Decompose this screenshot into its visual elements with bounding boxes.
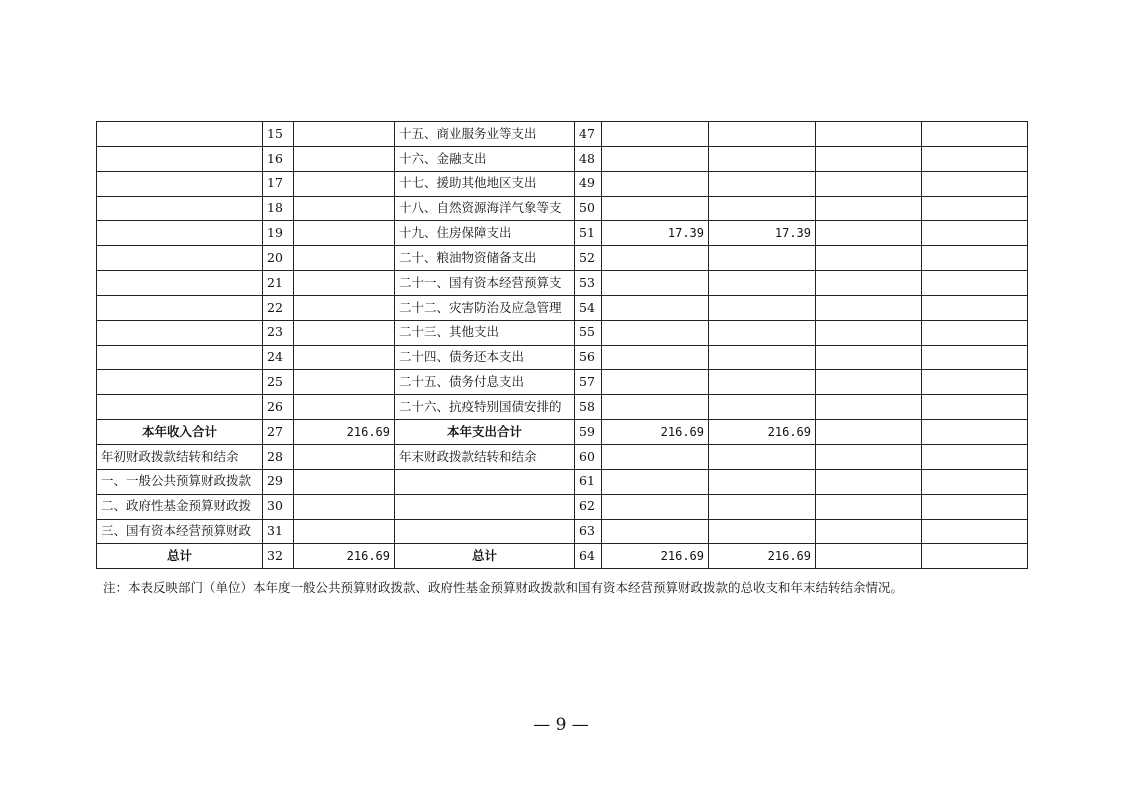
- table-cell: 26: [263, 395, 294, 420]
- table-cell: 216.69: [602, 420, 709, 445]
- table-cell: [294, 345, 395, 370]
- table-cell: 216.69: [294, 420, 395, 445]
- budget-table: [96, 121, 1028, 569]
- table-cell: [602, 196, 709, 221]
- table-cell: [602, 469, 709, 494]
- table-cell: 总计: [395, 544, 575, 569]
- table-row: [97, 345, 1028, 370]
- table-cell: [816, 295, 922, 320]
- table-cell: [294, 494, 395, 519]
- table-row: [97, 196, 1028, 221]
- table-cell: [709, 370, 816, 395]
- table-cell: [709, 146, 816, 171]
- table-cell: [602, 370, 709, 395]
- table-cell: 32: [263, 544, 294, 569]
- table-cell: 25: [263, 370, 294, 395]
- table-cell: [816, 271, 922, 296]
- table-cell: [922, 271, 1028, 296]
- table-cell: 总计: [97, 544, 263, 569]
- table-cell: [709, 196, 816, 221]
- table-cell: 17.39: [709, 221, 816, 246]
- table-row: [97, 544, 1028, 569]
- table-cell: [922, 221, 1028, 246]
- table-cell: 17: [263, 171, 294, 196]
- table-cell: [816, 544, 922, 569]
- table-cell: [816, 171, 922, 196]
- table-cell: 31: [263, 519, 294, 544]
- table-cell: [294, 146, 395, 171]
- table-cell: 20: [263, 246, 294, 271]
- table-cell: [602, 271, 709, 296]
- table-cell: [709, 469, 816, 494]
- table-cell: [97, 171, 263, 196]
- table-cell: 216.69: [294, 544, 395, 569]
- table-cell: [294, 395, 395, 420]
- table-cell: [97, 395, 263, 420]
- table-cell: [709, 246, 816, 271]
- table-cell: 53: [575, 271, 602, 296]
- table-cell: [395, 494, 575, 519]
- table-cell: 49: [575, 171, 602, 196]
- table-cell: [922, 420, 1028, 445]
- table-cell: 二十四、债务还本支出: [395, 345, 575, 370]
- table-cell: 61: [575, 469, 602, 494]
- table-cell: [294, 444, 395, 469]
- table-cell: 27: [263, 420, 294, 445]
- table-cell: 二十五、债务付息支出: [395, 370, 575, 395]
- table-cell: [294, 469, 395, 494]
- table-cell: [922, 320, 1028, 345]
- table-cell: [602, 519, 709, 544]
- table-cell: [709, 295, 816, 320]
- table-cell: [816, 395, 922, 420]
- table-cell: [602, 295, 709, 320]
- table-cell: [602, 122, 709, 147]
- table-cell: [922, 469, 1028, 494]
- table-cell: 十八、自然资源海洋气象等支: [395, 196, 575, 221]
- table-cell: [816, 469, 922, 494]
- table-cell: [922, 196, 1028, 221]
- table-row: [97, 146, 1028, 171]
- table-cell: [816, 122, 922, 147]
- table-cell: [816, 345, 922, 370]
- table-cell: [602, 345, 709, 370]
- table-cell: [602, 246, 709, 271]
- table-cell: 30: [263, 494, 294, 519]
- table-cell: [816, 370, 922, 395]
- table-cell: 60: [575, 444, 602, 469]
- table-cell: [97, 221, 263, 246]
- table-cell: [709, 494, 816, 519]
- table-cell: [602, 320, 709, 345]
- table-cell: [602, 146, 709, 171]
- table-cell: 55: [575, 320, 602, 345]
- table-cell: [294, 519, 395, 544]
- table-cell: [709, 271, 816, 296]
- table-cell: 二十二、灾害防治及应急管理: [395, 295, 575, 320]
- table-row: [97, 171, 1028, 196]
- table-cell: [294, 196, 395, 221]
- table-cell: [922, 444, 1028, 469]
- table-cell: [709, 122, 816, 147]
- table-cell: [922, 494, 1028, 519]
- table-cell: [922, 122, 1028, 147]
- table-cell: [816, 494, 922, 519]
- table-row: [97, 295, 1028, 320]
- table-cell: [395, 519, 575, 544]
- table-row: [97, 494, 1028, 519]
- table-cell: 一、一般公共预算财政拨款: [97, 469, 263, 494]
- table-cell: 54: [575, 295, 602, 320]
- table-cell: 52: [575, 246, 602, 271]
- table-cell: 21: [263, 271, 294, 296]
- table-cell: [97, 122, 263, 147]
- table-cell: [816, 196, 922, 221]
- table-row: [97, 320, 1028, 345]
- table-cell: [709, 519, 816, 544]
- table-cell: 16: [263, 146, 294, 171]
- table-cell: [602, 494, 709, 519]
- table-cell: 二十三、其他支出: [395, 320, 575, 345]
- table-cell: [816, 444, 922, 469]
- table-cell: [395, 469, 575, 494]
- table-row: [97, 370, 1028, 395]
- table-cell: [602, 395, 709, 420]
- table-cell: 十五、商业服务业等支出: [395, 122, 575, 147]
- table-cell: [709, 171, 816, 196]
- table-cell: [922, 295, 1028, 320]
- table-cell: 15: [263, 122, 294, 147]
- table-cell: [294, 221, 395, 246]
- table-cell: [922, 370, 1028, 395]
- table-cell: 48: [575, 146, 602, 171]
- table-row: [97, 519, 1028, 544]
- table-cell: 63: [575, 519, 602, 544]
- table-cell: [294, 271, 395, 296]
- table-cell: [97, 345, 263, 370]
- table-cell: [709, 320, 816, 345]
- table-cell: 17.39: [602, 221, 709, 246]
- table-cell: [709, 444, 816, 469]
- table-cell: 本年支出合计: [395, 420, 575, 445]
- table-cell: 28: [263, 444, 294, 469]
- table-cell: [816, 146, 922, 171]
- table-cell: 十七、援助其他地区支出: [395, 171, 575, 196]
- table-cell: 本年收入合计: [97, 420, 263, 445]
- table-cell: [922, 171, 1028, 196]
- table-cell: 59: [575, 420, 602, 445]
- table-cell: [602, 171, 709, 196]
- table-footnote: 注：本表反映部门（单位）本年度一般公共预算财政拨款、政府性基金预算财政拨款和国有资本经营预算财政拨款的总收支和年末结转结余情况。: [103, 580, 904, 595]
- table-cell: [294, 295, 395, 320]
- table-cell: 216.69: [709, 420, 816, 445]
- table-cell: [97, 146, 263, 171]
- table-cell: 二十、粮油物资储备支出: [395, 246, 575, 271]
- table-row: [97, 420, 1028, 445]
- table-cell: [97, 370, 263, 395]
- table-cell: 22: [263, 295, 294, 320]
- table-cell: 23: [263, 320, 294, 345]
- table-cell: 58: [575, 395, 602, 420]
- table-cell: 64: [575, 544, 602, 569]
- table-cell: 三、国有资本经营预算财政: [97, 519, 263, 544]
- table-cell: [97, 295, 263, 320]
- table-cell: [816, 246, 922, 271]
- table-cell: [922, 519, 1028, 544]
- table-cell: [922, 146, 1028, 171]
- table-cell: [922, 345, 1028, 370]
- table-cell: 216.69: [602, 544, 709, 569]
- table-cell: 十六、金融支出: [395, 146, 575, 171]
- table-cell: 二十一、国有资本经营预算支: [395, 271, 575, 296]
- table-cell: 56: [575, 345, 602, 370]
- table-cell: 24: [263, 345, 294, 370]
- table-row: [97, 221, 1028, 246]
- table-cell: 年初财政拨款结转和结余: [97, 444, 263, 469]
- table-cell: [816, 519, 922, 544]
- table-row: [97, 271, 1028, 296]
- table-cell: 年末财政拨款结转和结余: [395, 444, 575, 469]
- table-cell: [97, 271, 263, 296]
- table-cell: [294, 370, 395, 395]
- table-cell: 62: [575, 494, 602, 519]
- table-cell: [97, 196, 263, 221]
- table-cell: 216.69: [709, 544, 816, 569]
- table-cell: [602, 444, 709, 469]
- table-cell: [816, 221, 922, 246]
- table-cell: 二十六、抗疫特别国债安排的: [395, 395, 575, 420]
- table-cell: 29: [263, 469, 294, 494]
- table-cell: [922, 395, 1028, 420]
- table-row: [97, 395, 1028, 420]
- table-cell: [816, 420, 922, 445]
- table-cell: [97, 320, 263, 345]
- table-cell: 51: [575, 221, 602, 246]
- page-number: — 9 —: [533, 715, 589, 735]
- table-row: [97, 444, 1028, 469]
- table-cell: 十九、住房保障支出: [395, 221, 575, 246]
- table-cell: 19: [263, 221, 294, 246]
- table-cell: [709, 345, 816, 370]
- table-cell: 18: [263, 196, 294, 221]
- table-cell: [294, 320, 395, 345]
- table-cell: 47: [575, 122, 602, 147]
- table-cell: 57: [575, 370, 602, 395]
- table-cell: [294, 122, 395, 147]
- table-cell: [294, 246, 395, 271]
- table-cell: [97, 246, 263, 271]
- table-cell: [816, 320, 922, 345]
- table-cell: 二、政府性基金预算财政拨: [97, 494, 263, 519]
- table-cell: [922, 544, 1028, 569]
- table-row: [97, 246, 1028, 271]
- table-cell: [294, 171, 395, 196]
- table-cell: 50: [575, 196, 602, 221]
- table-cell: [922, 246, 1028, 271]
- table-row: [97, 122, 1028, 147]
- table-row: [97, 469, 1028, 494]
- table-cell: [709, 395, 816, 420]
